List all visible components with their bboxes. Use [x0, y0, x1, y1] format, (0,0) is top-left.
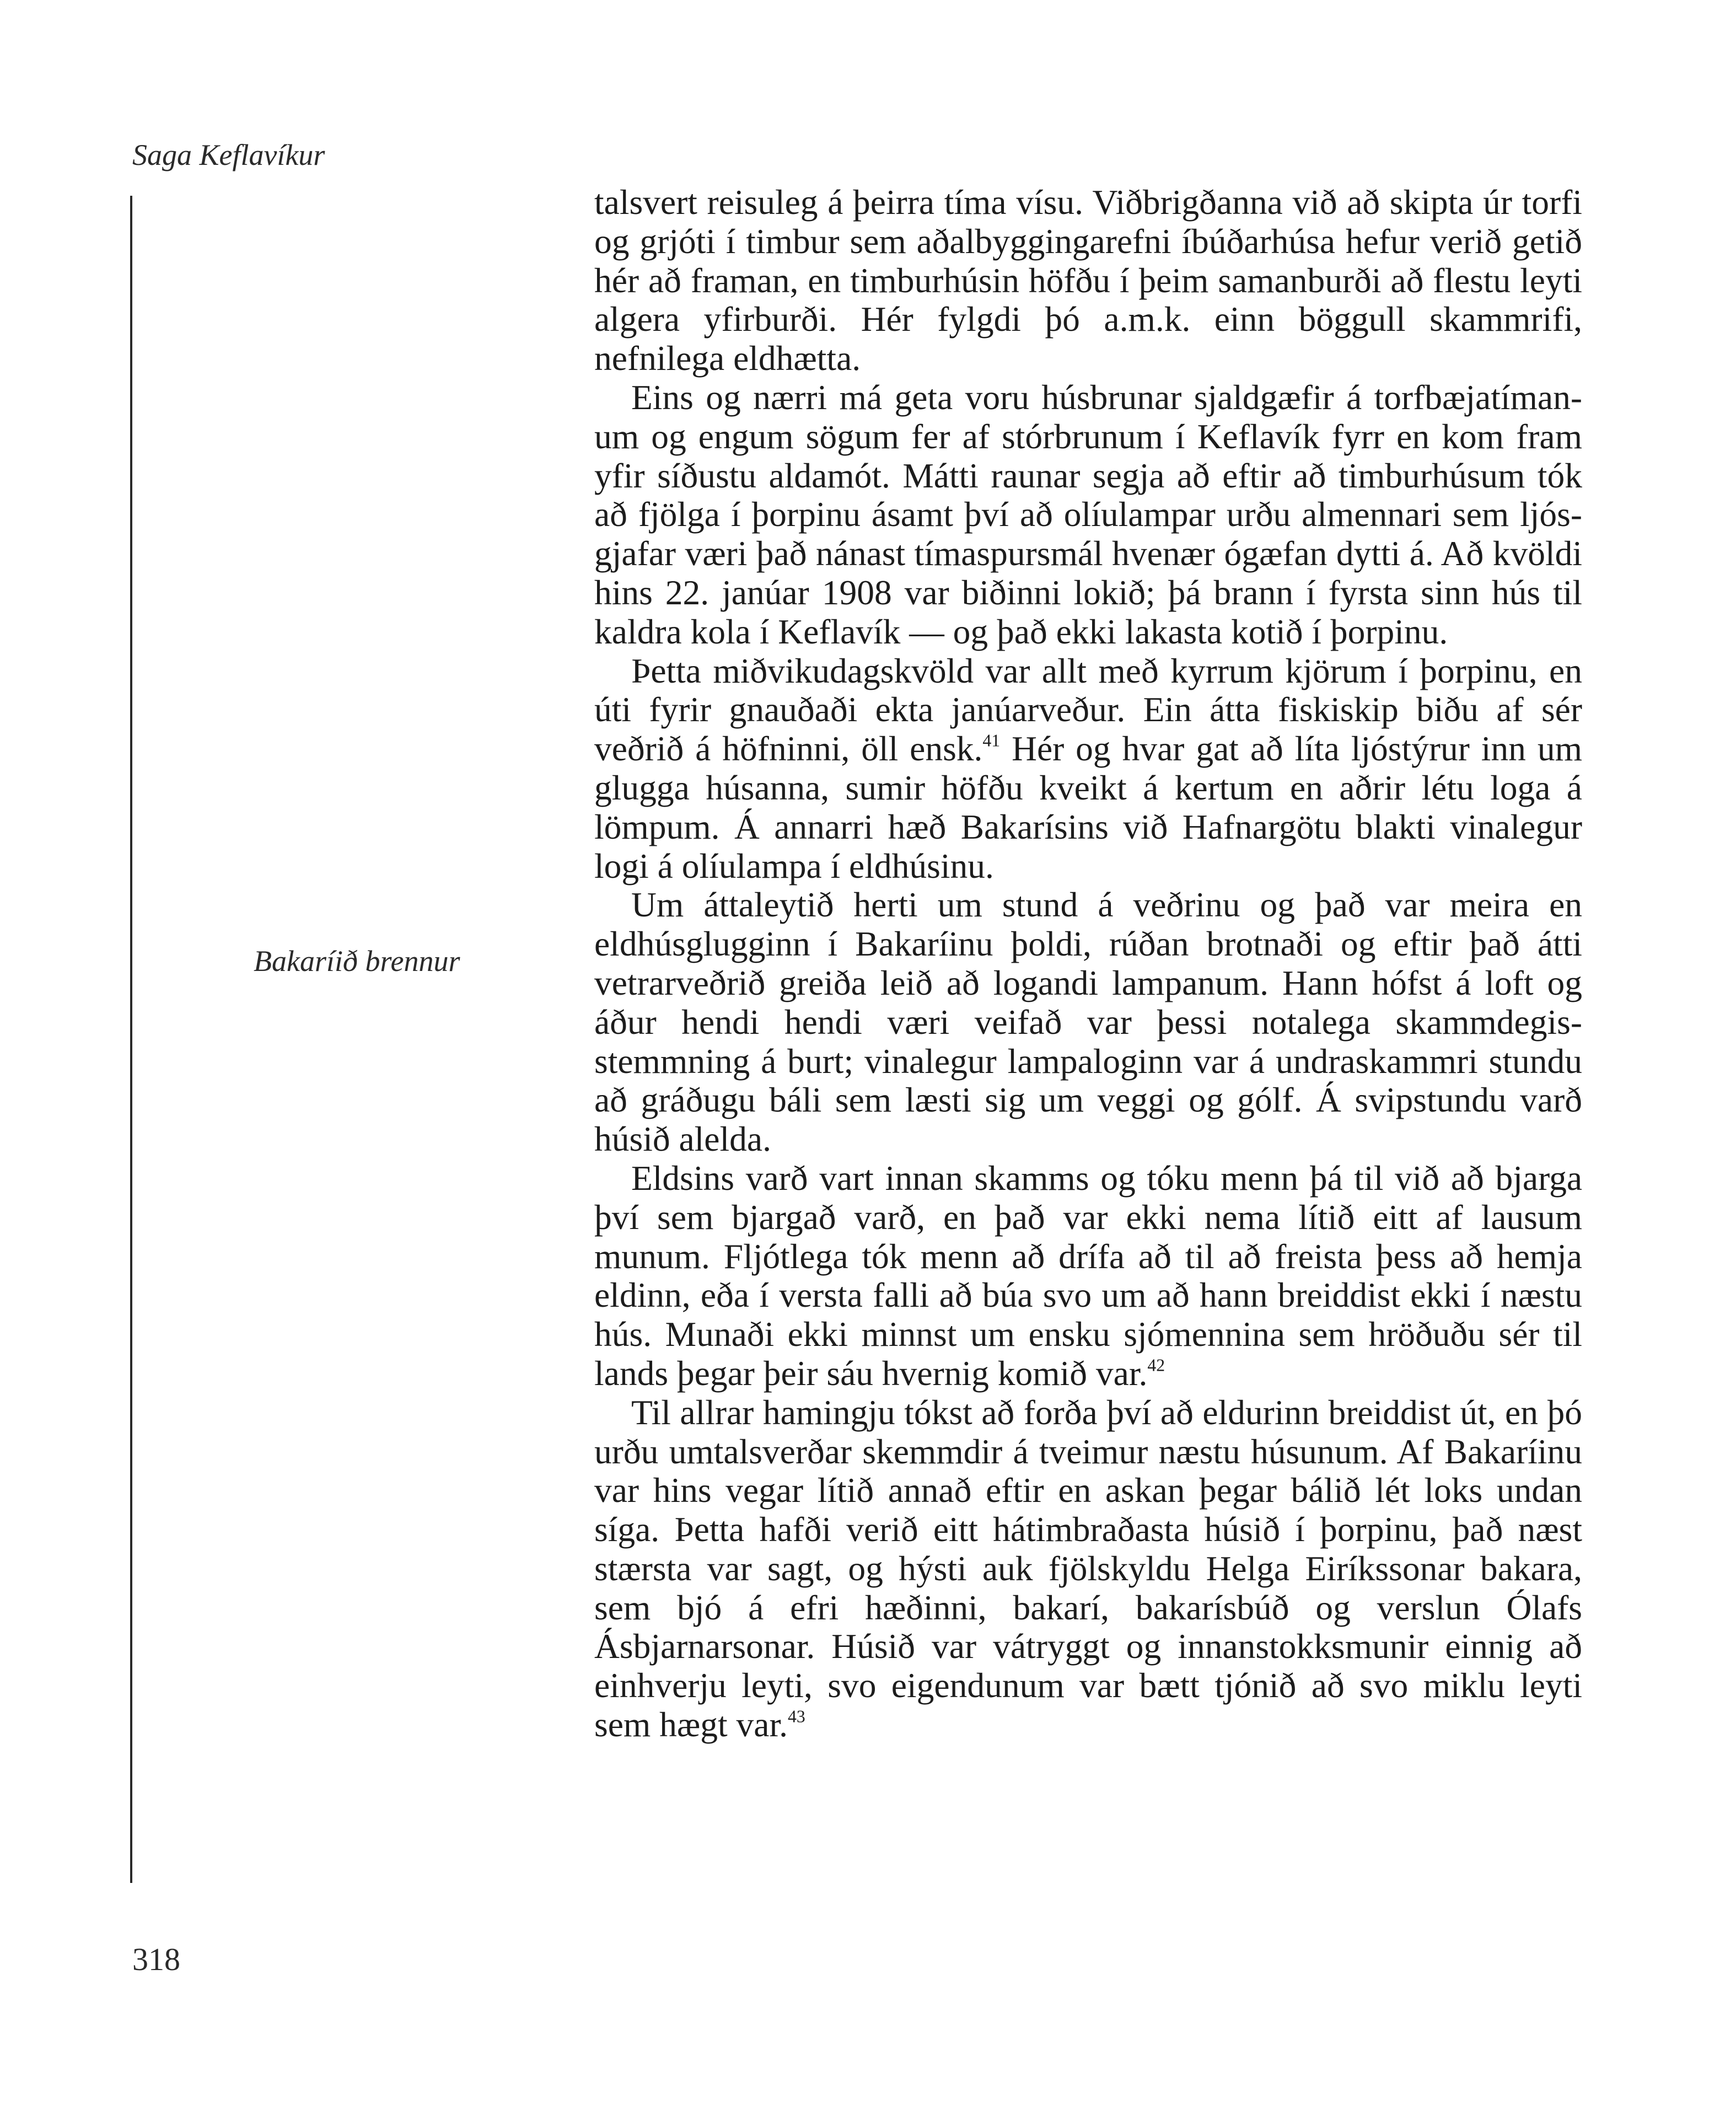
paragraph-5 — [594, 1159, 1582, 1393]
paragraph-text: Þetta miðvikudagskvöld var allt með kyrrum kjörum í þorpinu, en úti fyrir gnauðaði ekta janúarveður. Ein átta fiskiskip biðu af sér veðrið á höfninni, öll ensk. — [594, 651, 1582, 769]
paragraph-3 — [594, 652, 1582, 886]
running-head-title: Saga Keflavíkur — [132, 138, 325, 171]
paragraph-2 — [594, 378, 1582, 652]
paragraph-4 — [594, 886, 1582, 1159]
paragraph-text: Hér og hvar gat að líta ljóstýrur inn um glugga húsanna, sumir höfðu kveikt á kertum en aðrir létu loga á lömpum. Á annarri hæð Bakarísins við Hafnargötu blakti vinalegur logi á olíulampa í eldhúsinu. — [594, 729, 1582, 886]
paragraph-text: Um áttaleytið herti um stund á veðrinu og það var meira en eldhúsglugginn í Bakaríinu þoldi, rúðan brotnaði og eftir það átti vetrarveðrið greiða leið að logandi lampanum. Hann hófst á loft og áður hendi hendi væri veifað var þessi notalega skammdegisstemmning á burt; vinalegur lampaloginn var á undraskammri stundu að gráðugu báli sem læsti sig um veggi og gólf. Á svipstundu varð húsið alelda. — [594, 885, 1582, 1159]
paragraph-text: Eldsins varð vart innan skamms og tóku menn þá til við að bjarga því sem bjargað varð, en það var ekki nema lítið eitt af lausum munum. Fljótlega tók menn að drífa að til að freista þess að hemja eldinn, eða í versta falli að búa svo um að hann breiddist ekki í næstu hús. Munaði ekki minnst um ensku sjómennina sem hröðuðu sér til lands þegar þeir sáu hvernig komið var. — [594, 1158, 1582, 1393]
margin-rule — [130, 196, 132, 1883]
paragraph-text: talsvert reisuleg á þeirra tíma vísu. Viðbrigðanna við að skipta úr torfi og grjóti í timbur sem aðalbyggingarefni íbúðarhúsa hefur verið getið hér að framan, en timburhúsin höfðu í þeim samanburði að flestu leyti algera yfirburði. Hér fylgdi þó a.m.k. einn böggull skammrifi, nefnilega eldhætta. — [594, 183, 1582, 378]
paragraph-text: Eins og nærri má geta voru húsbrunar sjaldgæfir á torfbæjatímanum og engum sögum fer af stórbrunum í Keflavík fyrr en kom fram yfir síðustu aldamót. Mátti raunar segja að eftir að timburhúsum tók að fjölga í þorpinu ásamt því að olíulampar urðu almennari sem ljósgjafar væri það nánast tímaspursmál hvenær ógæfan dytti á. Að kvöldi hins 22. janúar 1908 var biðinni lokið; þá brann í fyrsta sinn hús til kaldra kola í Keflavík — og það ekki lakasta kotið í þorpinu. — [594, 377, 1582, 651]
margin-side-heading: Bakaríið brennur — [254, 945, 460, 978]
body-text — [594, 183, 1582, 1745]
paragraph-6 — [594, 1393, 1582, 1745]
paragraph-1 — [594, 183, 1582, 378]
paragraph-text: Til allrar hamingju tókst að forða því að eldurinn breiddist út, en þó urðu umtalsverðar skemmdir á tveimur næstu húsunum. Af Bakaríinu var hins vegar lítið annað eftir en askan þegar bálið lét loks undan síga. Þetta hafði verið eitt hátimbraðasta húsið í þorpinu, það næst stærsta var sagt, og hýsti auk fjölskyldu Helga Eiríkssonar bakara, sem bjó á efri hæðinni, bakarí, bakarísbúð og verslun Ólafs Ásbjarnarsonar. Húsið var vátryggt og innanstokksmunir einnig að einhverju leyti, svo eigendunum var bætt tjónið að svo miklu leyti sem hægt var. — [594, 1392, 1582, 1745]
page-number: 318 — [132, 1941, 180, 1977]
footnote-ref: 42 — [1147, 1355, 1165, 1375]
footnote-ref: 41 — [982, 731, 1001, 750]
footnote-ref: 43 — [788, 1707, 805, 1726]
